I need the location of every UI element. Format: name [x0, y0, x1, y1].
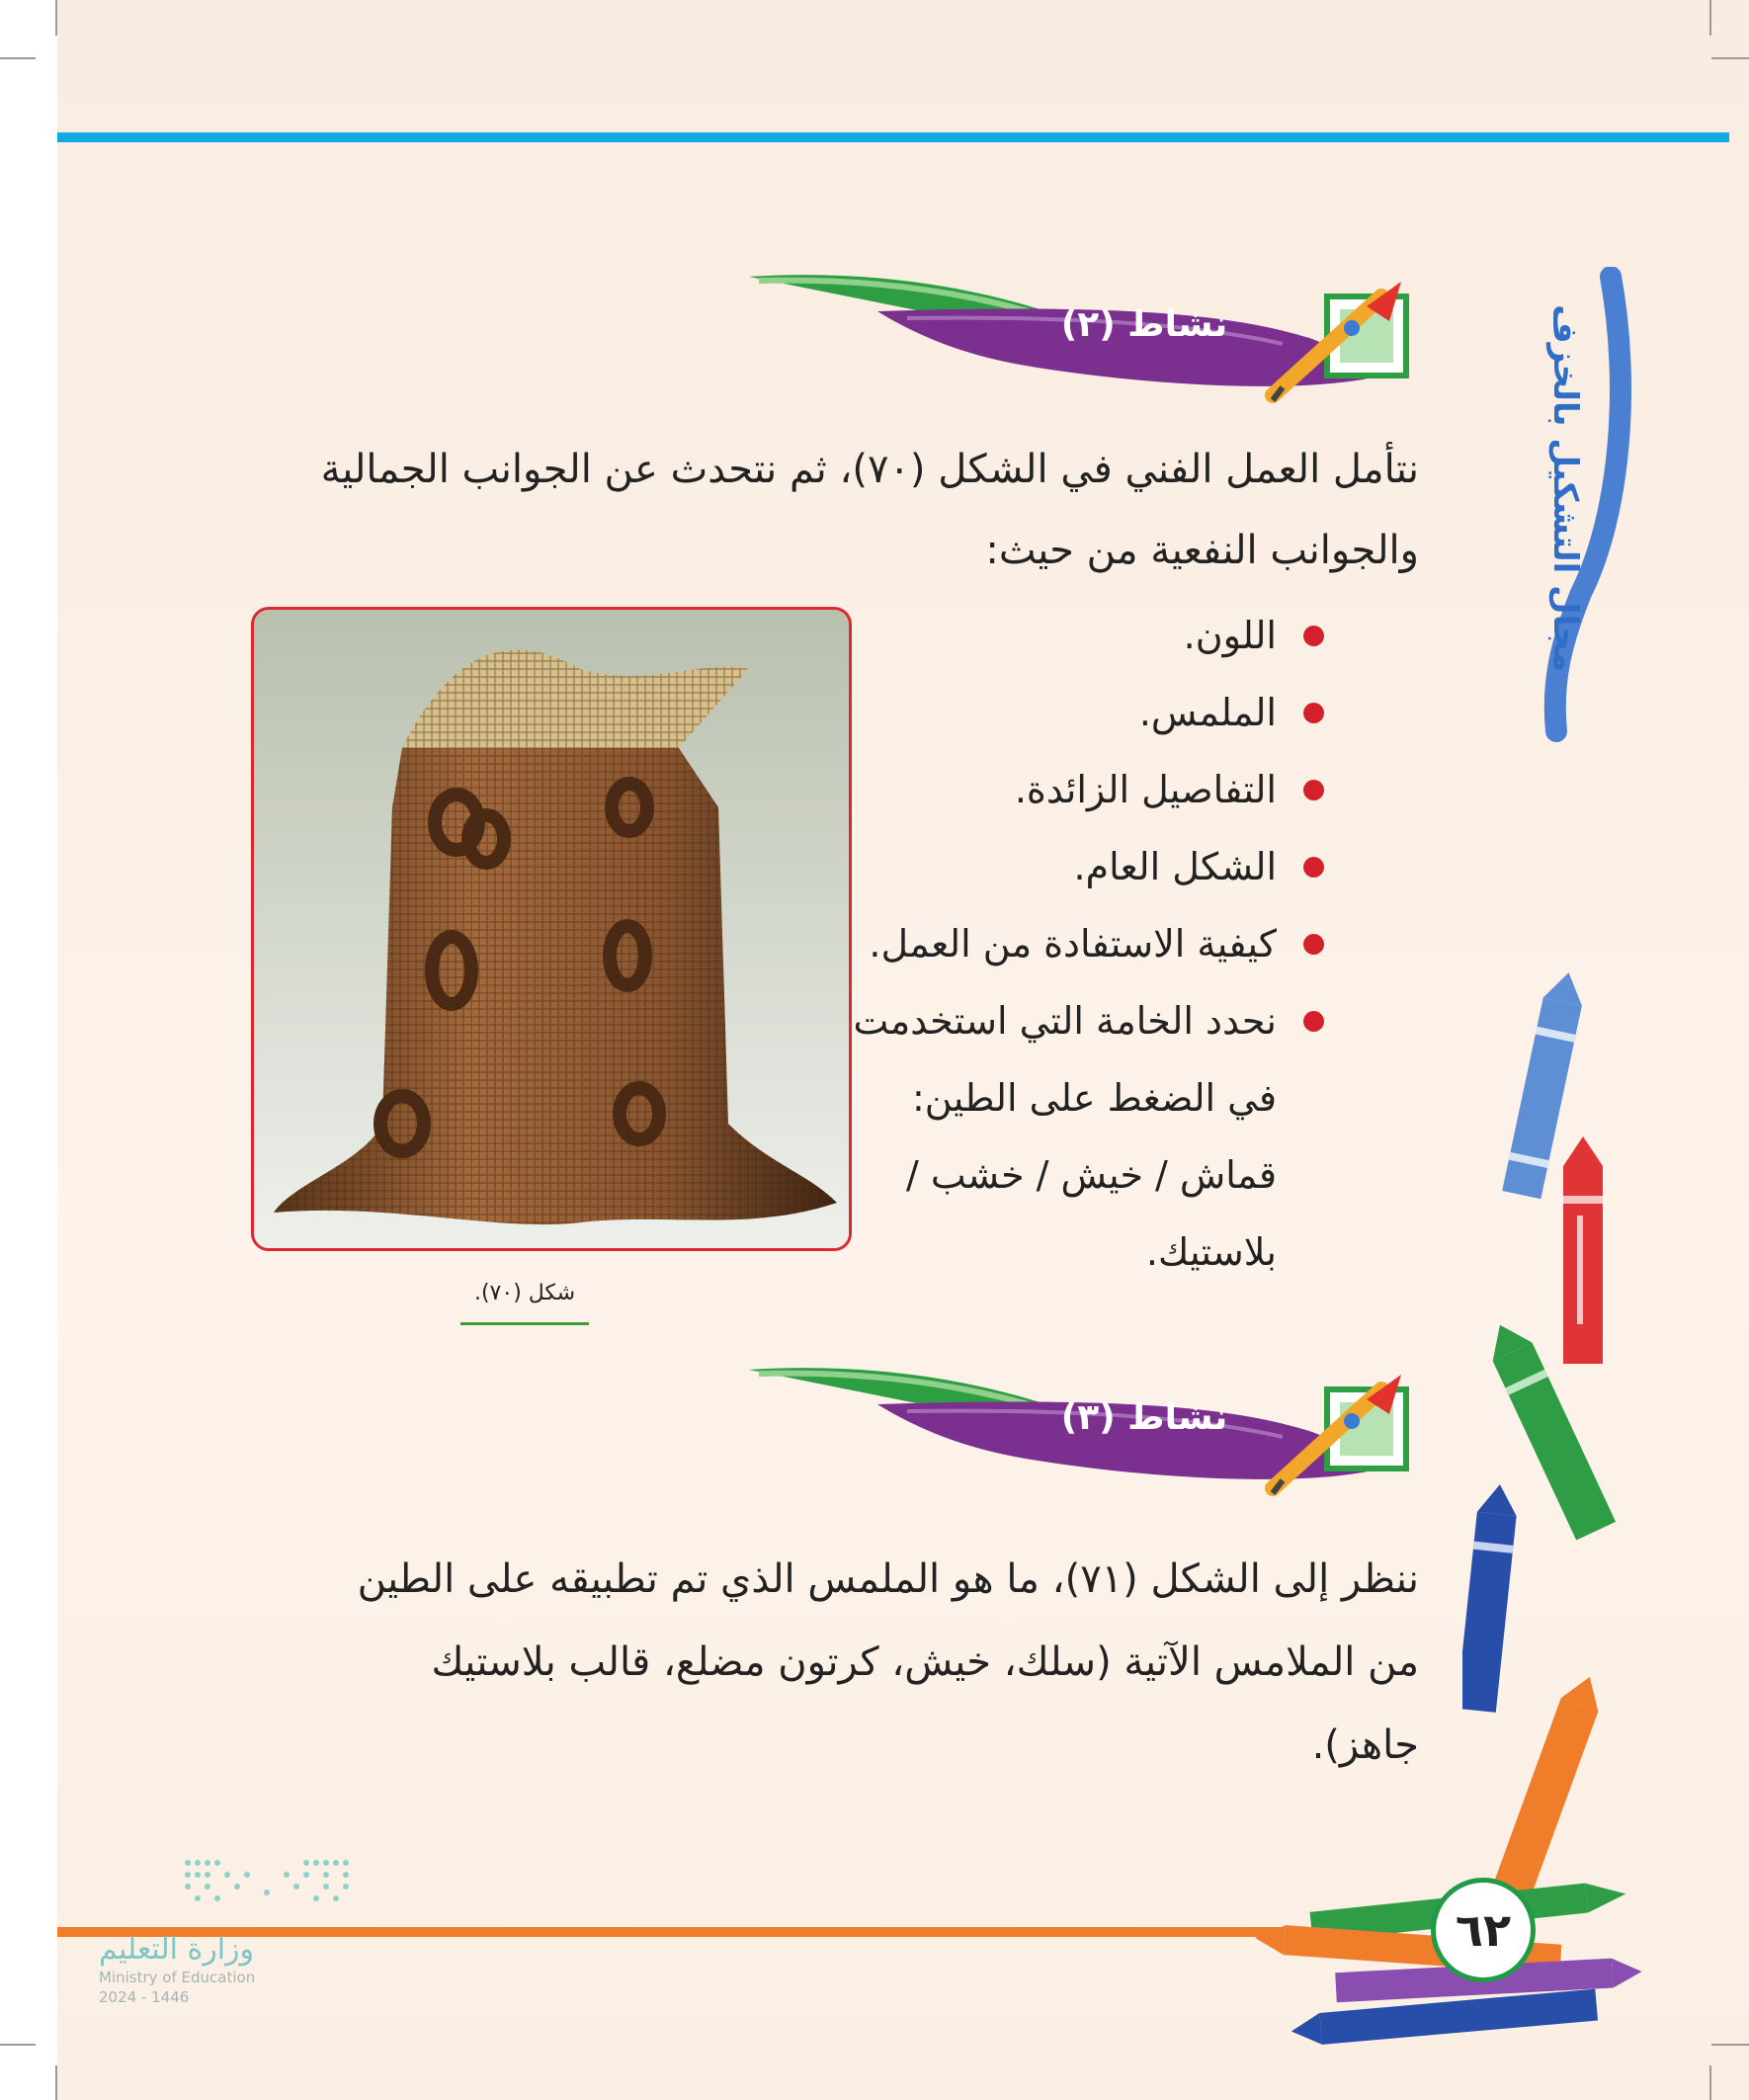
bullet-dot: [1303, 934, 1324, 955]
crop-mark: [1711, 57, 1749, 59]
ministry-arabic: وزارة التعليم: [99, 1932, 255, 1967]
ministry-dots-logo-icon: [178, 1853, 356, 1912]
bullet-dot: [1303, 703, 1324, 723]
bullet-dot: [1303, 626, 1324, 646]
list-item: اللون.: [870, 597, 1324, 674]
list-item-continuation: في الضغط على الطين:: [912, 1076, 1277, 1120]
criteria-list: [853, 597, 1324, 1291]
crop-mark: [1711, 2044, 1749, 2046]
activity-3-title: نشاط (٣): [1060, 1397, 1228, 1438]
crop-mark: [1709, 0, 1711, 36]
list-item-continuation: بلاستيك.: [1145, 1230, 1277, 1274]
ministry-year: 2024 - 1446: [99, 1988, 190, 2006]
activity-2-banner: [749, 267, 1431, 405]
crop-mark: [55, 0, 57, 36]
list-item: الشكل العام.: [870, 828, 1324, 905]
activity-2-intro: [253, 429, 1419, 591]
figure-70-caption: شكل (٧٠).: [473, 1281, 576, 1305]
crop-mark: [0, 57, 36, 59]
list-item-continuation: قماش / خيش / خشب /: [905, 1153, 1277, 1197]
activity-3-line-2: من الملامس الآتية (سلك، خيش، كرتون مضلع، قالب بلاستيك: [431, 1639, 1419, 1685]
list-item: الملمس.: [870, 674, 1324, 751]
list-item: التفاصيل الزائدة.: [870, 751, 1324, 828]
figure-70-photo: [251, 607, 852, 1251]
side-label-text: مجال التشكيل بالخزف: [1545, 304, 1585, 672]
page-number: ٦٢: [1431, 1878, 1536, 1982]
intro-line-2: والجوانب النفعية من حيث:: [985, 528, 1419, 573]
rocket-pencil-icon: [1263, 277, 1411, 405]
crayon-icon: [1462, 949, 1719, 2016]
list-item: كيفية الاستفادة من العمل.: [870, 905, 1324, 982]
activity-3-line-1: ننظر إلى الشكل (٧١)، ما هو الملمس الذي تم تطبيقه على الطين: [357, 1556, 1419, 1602]
caption-underline: [460, 1322, 589, 1325]
crop-mark: [0, 2044, 36, 2046]
crop-mark: [55, 2065, 57, 2100]
bullet-dot: [1303, 857, 1324, 878]
ministry-english: Ministry of Education: [99, 1969, 256, 1986]
activity-3-banner: [749, 1360, 1431, 1498]
crop-mark: [1709, 2065, 1711, 2100]
activity-3-line-3: جاهز).: [1311, 1722, 1419, 1768]
top-rule: [57, 132, 1729, 142]
activity-3-text: [253, 1538, 1419, 1787]
list-item: نحدد الخامة التي استخدمت: [870, 982, 1324, 1059]
intro-line-1: نتأمل العمل الفني في الشكل (٧٠)، ثم نتحدث عن الجوانب الجمالية: [320, 447, 1419, 492]
clay-sculpture-image: [254, 610, 849, 1248]
bullet-dot: [1303, 780, 1324, 800]
ministry-logo: [99, 1932, 296, 2007]
rocket-pencil-icon: [1263, 1370, 1411, 1498]
side-section-label: [1502, 267, 1640, 781]
bullet-dot: [1303, 1011, 1324, 1032]
activity-2-title: نشاط (٢): [1060, 304, 1228, 345]
